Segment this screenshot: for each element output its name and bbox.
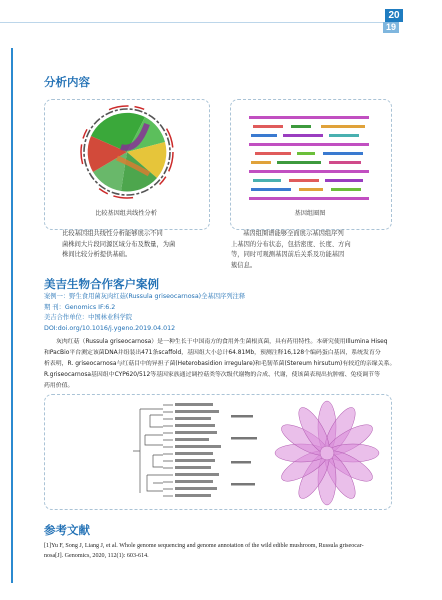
page-number-previous: 19 [383,22,399,33]
phylogeny-figure-box [44,394,392,510]
collinearity-description [62,229,222,261]
case-paragraph-line: R.griseocarnosa基因组中CYP620/512等基因家族通过调控菇类等次级代谢物的合成、代谢，使该菌表现出抗肿瘤、免疫调节等 [44,372,380,378]
case-paragraph-line: 药用价值。 [44,383,74,389]
reference-line: [1]Yu F, Song J, Liang J, et al. Whole genome sequencing and genome annotation of the wild edible mushroom, Russula griseocar- [44,543,364,549]
genome-map-desc-line: 上基因的分布状态，包括密度、长度、方向 [231,240,351,248]
genome-map-caption: 基因组圈图 [294,210,326,217]
genome-map-description [231,229,396,271]
left-accent-bar [11,48,13,583]
genome-map-desc-line: 等，同时可观测基因前后关系及功能基因 [231,251,345,259]
collinearity-circle-figure [45,100,209,212]
section-title-case: 美吉生物合作客户案例 [44,277,159,291]
section-title-analysis: 分析内容 [44,75,90,89]
reference-line: nosa[J]. Genomics, 2020, 112(1): 603-614. [44,553,149,559]
collinearity-caption: 比较基因组共线性分析 [95,210,157,217]
collinearity-desc-line: 菌株间大片段同源区域分布及数量，为菌 [62,240,176,248]
page-number-badge [383,9,403,31]
page-number-current: 20 [385,9,403,22]
case-paragraph-line: 析表明，R. griseocarnosa与红菇目中的异担子菌(Heterobasidion irregulare)和毛韧革菌(Stereum hirsutum)有较近的亲缘关系。 [44,361,396,367]
genome-map-desc-line: 基因组圈谱能够全面展示基因组序列 [243,230,344,237]
section-title-references: 参考文献 [44,523,90,537]
case-info [44,292,394,334]
header-rule [0,22,383,23]
case-unit: 美吉合作单位：中国林业科学院 [44,314,133,322]
case-doi: DOI:doi.org/10.1016/j.ygeno.2019.04.012 [44,324,176,332]
case-paragraph [44,337,396,392]
genome-map-figure [231,100,391,212]
collinearity-desc-line: 比较基因组共线性分析能够展示不同 [62,230,163,237]
case-paragraph-line: 和PacBio平台测定该菌DNA并组装出471条scaffold，基因组大小总计64.81Mb，预测注释16,128个编码蛋白基因，系统发育分 [44,350,381,356]
case-title: 案例一：野生食用菌灰肉红菇(Russula griseocarnosa)全基因序列注释 [44,293,246,300]
case-journal: 期 刊：Genomics IF:6.2 [44,303,116,311]
case-paragraph-line: 灰肉红菇（Russula griseocarnosa）是一种生长于中国南方的食用外生菌根真菌，具有药用特性。本研究使用Illumina Hiseq [56,339,388,345]
reference-entry [44,541,396,561]
phylogeny-figure [45,395,391,509]
genome-map-desc-line: 簇信息。 [231,261,257,269]
collinearity-desc-line: 株间比较分析提供基础。 [62,251,132,259]
